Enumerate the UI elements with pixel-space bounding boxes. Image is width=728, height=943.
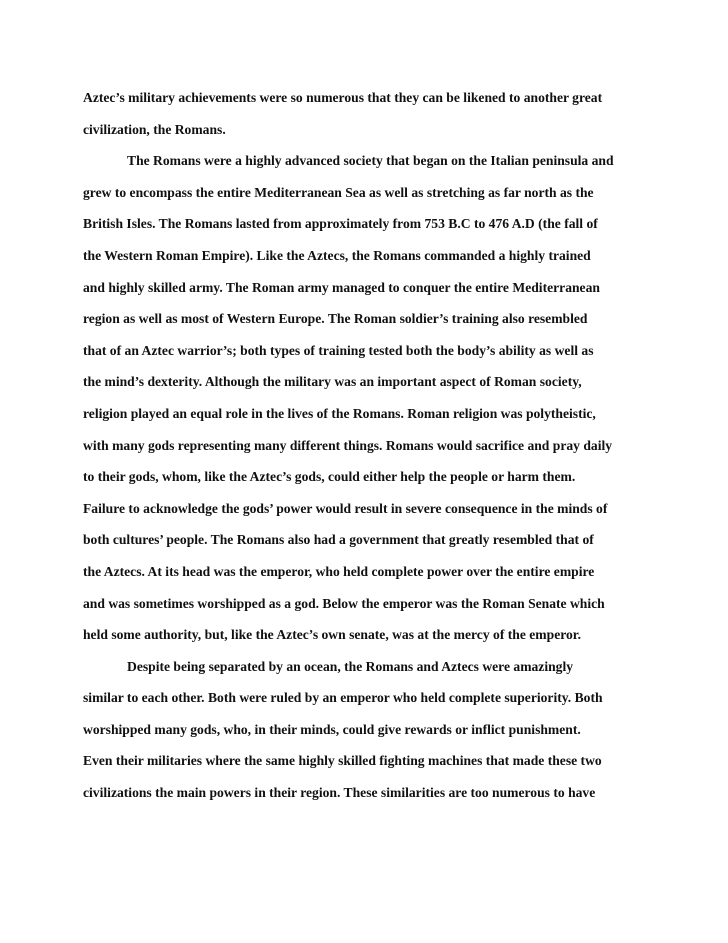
text-line: worshipped many gods, who, in their minds, could give rewards or inflict punishment. [83, 721, 581, 737]
text-line: region as well as most of Western Europe. The Roman soldier’s training also resembled [83, 311, 588, 327]
text-line: The Romans were a highly advanced society that began on the Italian peninsula and [127, 153, 614, 169]
text-line: grew to encompass the entire Mediterranean Sea as well as stretching as far north as the [83, 184, 594, 200]
text-line: the Western Roman Empire). Like the Aztecs, the Romans commanded a highly trained [83, 247, 591, 263]
text-line: Despite being separated by an ocean, the Romans and Aztecs were amazingly [127, 658, 574, 674]
text-line: Aztec’s military achievements were so numerous that they can be likened to another great [83, 90, 603, 105]
text-line: civilizations the main powers in their region. These similarities are too numerous to have [83, 785, 596, 801]
text-line: British Isles. The Romans lasted from approximately from 753 B.C to 476 A.D (the fall of [83, 216, 598, 232]
text-line: the Aztecs. At its head was the emperor, who held complete power over the entire empire [83, 563, 595, 579]
text-line: civilization, the Romans. [83, 121, 226, 137]
essay-body [83, 88, 653, 815]
text-line: to their gods, whom, like the Aztec’s gods, could either help the people or harm them. [83, 469, 576, 485]
text-line: and was sometimes worshipped as a god. Below the emperor was the Roman Senate which [83, 595, 605, 611]
text-line: similar to each other. Both were ruled by an emperor who held complete superiority. Both [83, 690, 603, 706]
text-line: both cultures’ people. The Romans also had a government that greatly resembled that of [83, 532, 594, 548]
text-line: with many gods representing many different things. Romans would sacrifice and pray daily [83, 437, 613, 453]
text-line: Even their militaries where the same highly skilled fighting machines that made these two [83, 753, 602, 769]
text-line: the mind’s dexterity. Although the military was an important aspect of Roman society, [83, 374, 582, 390]
text-line: Failure to acknowledge the gods’ power would result in severe consequence in the minds of [83, 500, 608, 516]
text-line: religion played an equal role in the lives of the Romans. Roman religion was polytheistic, [83, 405, 596, 421]
text-line: that of an Aztec warrior’s; both types of training tested both the body’s ability as well as [83, 342, 594, 358]
text-line: held some authority, but, like the Aztec’s own senate, was at the mercy of the emperor. [83, 627, 581, 643]
text-line: and highly skilled army. The Roman army managed to conquer the entire Mediterranean [83, 279, 600, 295]
